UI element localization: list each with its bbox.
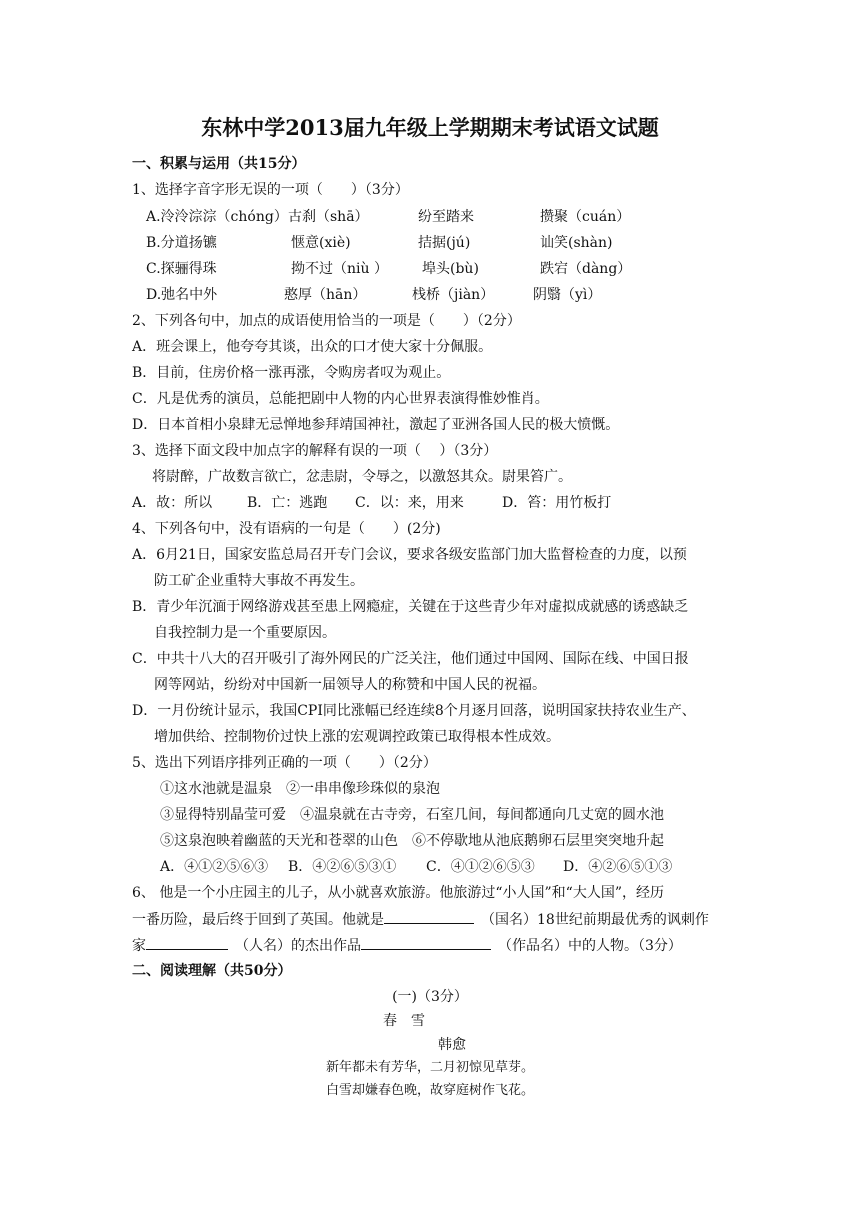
q1-a-3: 纷至踏来	[418, 209, 474, 225]
q6-line-3	[132, 934, 682, 957]
q5-sentences-2: ③显得特别晶莹可爱 ④温泉就在古寺旁，石室几间，每间都通向几丈宽的圆水池	[160, 807, 664, 823]
q4-option-d-line2: 增加供给、控制物价过快上涨的宏观调控政策已取得根本性成效。	[154, 729, 560, 745]
q3-passage: 将尉醉，广故数言欲亡，忿恚尉，令辱之，以激怒其众。尉果笞广。	[152, 469, 572, 485]
q6-line-1: 6、 他是一个小庄园主的儿子，从小就喜欢旅游。他旅游过“小人国”和“大人国”，经历	[132, 885, 664, 901]
reading-part-label: (一)（3分）	[392, 989, 468, 1005]
q3-option-c: C．以：来，用来	[355, 495, 464, 511]
q5-option-a: A．④①②⑤⑥③	[160, 859, 269, 875]
q4-stem: 4、下列各句中，没有语病的一句是（ ）(2分)	[132, 521, 441, 537]
q6-line-2	[132, 908, 709, 931]
q1-b-2: 惬意(xiè)	[291, 235, 351, 251]
q3-stem: 3、选择下面文段中加点字的解释有误的一项（ ）（3分）	[132, 443, 498, 459]
q1-c-4: 跌宕（dàng）	[540, 261, 632, 277]
q4-option-a-line1: A．6月21日，国家安监总局召开专门会议，要求各级安监部门加大监督检查的力度，以预	[132, 547, 687, 563]
q1-a-4: 攒聚（cuán）	[540, 209, 631, 225]
q1-stem: 1、选择字音字形无误的一项（ ）（3分）	[132, 182, 409, 198]
poem-author: 韩愈	[438, 1037, 466, 1053]
q4-option-b-line2: 自我控制力是一个重要原因。	[154, 625, 336, 641]
q1-d-2: 憨厚（hān）	[284, 287, 367, 303]
q3-option-a: A．故：所以	[132, 495, 213, 511]
q5-sentences-3: ⑤这泉泡映着幽蓝的天光和苍翠的山色 ⑥不停歇地从池底鹅卵石层里突突地升起	[160, 833, 664, 849]
q6-line-2-start: 一番历险，最后终于回到了英国。他就是	[132, 912, 384, 928]
q1-b-4: 讪笑(shàn)	[540, 235, 613, 251]
q1-b-3: 拮据(jú)	[418, 235, 471, 251]
q1-d-3: 栈桥（jiàn）	[412, 287, 495, 303]
q2-option-b: B．目前，住房价格一涨再涨，令购房者叹为观止。	[132, 365, 451, 381]
country-answer-blank[interactable]	[384, 908, 474, 924]
q1-c-1: C.探骊得珠	[146, 261, 217, 277]
q4-option-b-line1: B．青少年沉湎于网络游戏甚至患上网瘾症，关键在于这些青少年对虚拟成就感的诱惑缺乏	[132, 599, 689, 615]
section-2-heading: 二、阅读理解（共50分）	[132, 963, 292, 979]
q2-option-d: D．日本首相小泉肆无忌惮地参拜靖国神社，激起了亚洲各国人民的极大愤慨。	[132, 417, 620, 433]
q6-line-3-start: 家	[132, 938, 146, 954]
poem-line-1: 新年都未有芳华，二月初惊见草芽。	[325, 1060, 534, 1075]
author-answer-blank[interactable]	[146, 934, 228, 950]
q1-d-4: 阴翳（yì）	[533, 287, 602, 303]
q1-a-1: A.泠泠淙淙（chóng）	[146, 209, 288, 225]
page-title: 东林中学2013届九年级上学期期末考试语文试题	[201, 115, 659, 140]
q1-c-3: 埠头(bù)	[422, 261, 479, 277]
q6-line-3-end: （作品名）中的人物。（3分）	[505, 938, 682, 954]
q5-stem: 5、选出下列语序排列正确的一项（ ）（2分）	[132, 755, 437, 771]
q6-line-2-end: （国名）18世纪前期最优秀的讽刺作	[488, 912, 709, 928]
poem-line-2: 白雪却嫌春色晚，故穿庭树作飞花。	[325, 1083, 534, 1098]
q2-option-a: A．班会课上，他夸夸其谈，出众的口才使大家十分佩服。	[132, 339, 493, 355]
poem-title: 春 雪	[383, 1013, 425, 1029]
work-answer-blank[interactable]	[361, 934, 491, 950]
q6-line-3-mid: （人名）的杰出作品	[242, 938, 361, 954]
q4-option-d-line1: D．一月份统计显示，我国CPI同比涨幅已经连续8个月逐月回落，说明国家扶持农业生产、	[132, 703, 696, 719]
q4-option-c-line2: 网等网站，纷纷对中国新一届领导人的称赞和中国人民的祝福。	[154, 677, 546, 693]
section-1-heading: 一、积累与运用（共15分）	[132, 156, 306, 172]
q3-option-b: B．亡：逃跑	[247, 495, 328, 511]
q1-c-2: 拗不过（niù ）	[291, 261, 388, 277]
q5-sentences-1: ①这水池就是温泉 ②一串串像珍珠似的泉泡	[160, 781, 440, 797]
q5-option-d: D．④②⑥⑤①③	[563, 859, 673, 875]
q4-option-c-line1: C．中共十八大的召开吸引了海外网民的广泛关注，他们通过中国网、国际在线、中国日报	[132, 651, 689, 667]
q2-stem: 2、下列各句中，加点的成语使用恰当的一项是（ ）（2分）	[132, 313, 521, 329]
q1-a-2: 古刹（shā）	[288, 209, 369, 225]
q3-option-d: D．笞：用竹板打	[502, 495, 612, 511]
q2-option-c: C．凡是优秀的演员，总能把剧中人物的内心世界表演得惟妙惟肖。	[132, 391, 549, 407]
q4-option-a-line2: 防工矿企业重特大事故不再发生。	[154, 573, 364, 589]
q1-d-1: D.弛名中外	[146, 287, 218, 303]
q1-b-1: B.分道扬镳	[146, 235, 217, 251]
q5-option-b: B．④②⑥⑤③①	[288, 859, 397, 875]
q5-option-c: C．④①②⑥⑤③	[426, 859, 535, 875]
